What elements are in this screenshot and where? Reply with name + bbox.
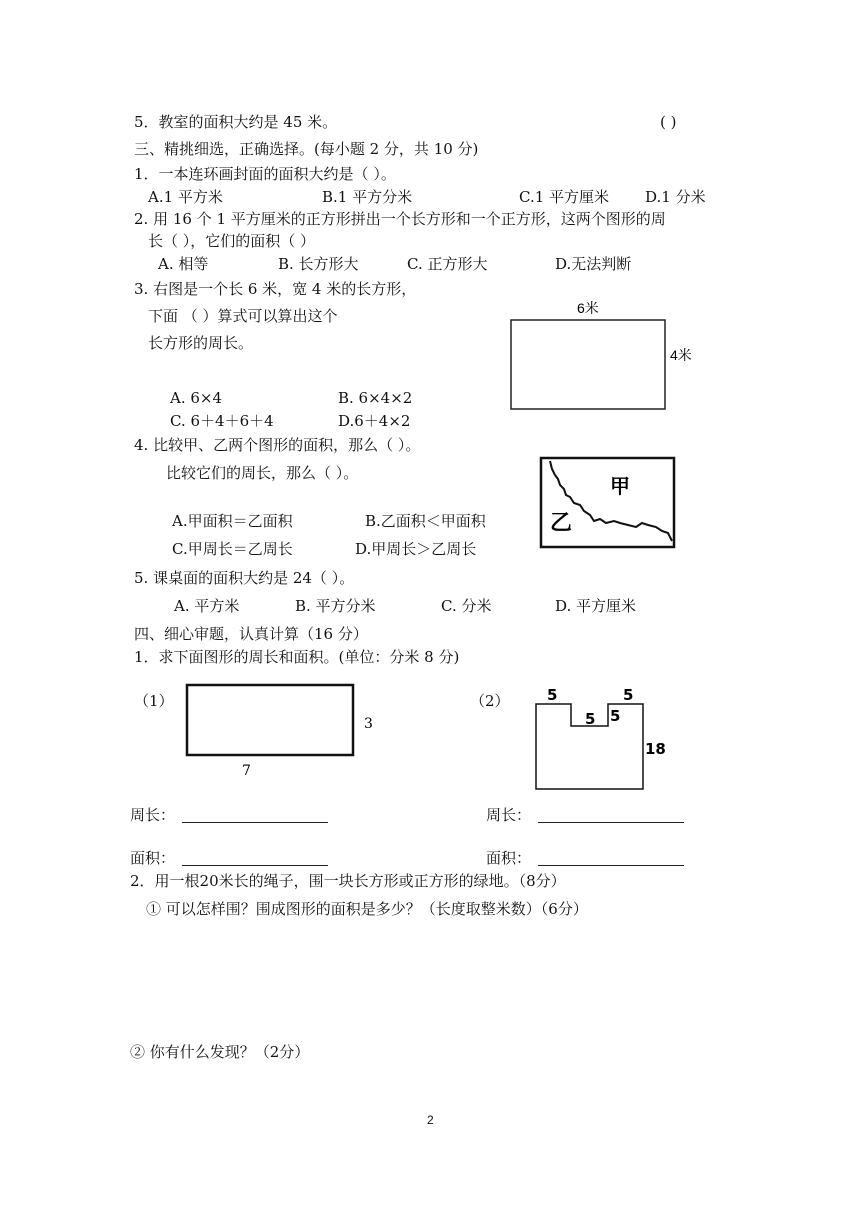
figure-2-area-label: 面积：	[486, 849, 532, 867]
q3-5-option-d: D. 平方厘米	[555, 597, 637, 615]
q3-2-option-c: C. 正方形大	[407, 255, 488, 273]
q3-4-stem-line2: 比较它们的周长，那么（ ）。	[166, 464, 359, 482]
q3-5-stem: 5. 课桌面的面积大约是 24（ ）。	[134, 569, 355, 587]
figure-1-height-label: 3	[364, 716, 373, 732]
figure-2-label-top-right: 5	[623, 686, 634, 704]
q3-3-option-d: D.6＋4×2	[338, 412, 411, 430]
figure-2-perimeter-label: 周长：	[486, 806, 532, 824]
q3-3-stem-line3: 长方形的周长。	[148, 334, 254, 352]
q4-2-stem: 2．用一根20米长的绳子，围一块长方形或正方形的绿地。（8分）	[130, 872, 566, 890]
figure-width-label: 4米	[670, 347, 692, 363]
figure-2-notched-shape	[525, 683, 675, 793]
q3-1-option-d: D.1 分米	[645, 188, 706, 206]
q3-3-option-c: C. 6＋4＋6＋4	[170, 412, 274, 430]
q3-3-stem-line2: 下面 （ ）算式可以算出这个	[148, 307, 338, 325]
page-number: 2	[427, 1113, 434, 1127]
q3-4-option-c: C.甲周长＝乙周长	[172, 540, 293, 558]
figure-2-label-notch-depth: 5	[610, 707, 621, 725]
figure-1-perimeter-blank[interactable]	[182, 822, 328, 823]
q3-2-option-d: D.无法判断	[555, 255, 632, 273]
q3-5-option-b: B. 平方分米	[295, 597, 376, 615]
figure-2-label-top-left: 5	[547, 686, 558, 704]
q3-2-stem-line2: 长（ ），它们的面积（ ）	[148, 232, 316, 250]
judge-item-5: 5．教室的面积大约是 45 米。	[134, 113, 338, 131]
q3-2-option-a: A. 相等	[158, 255, 209, 273]
q4-1-stem: 1．求下面图形的周长和面积。(单位：分米 8 分)	[134, 648, 460, 666]
figure-2-tag: （2）	[470, 692, 510, 710]
section-3-title: 三、精挑细选，正确选择。(每小题 2 分，共 10 分)	[134, 140, 479, 158]
q3-4-option-d: D.甲周长＞乙周长	[355, 540, 477, 558]
q3-1-option-c: C.1 平方厘米	[519, 188, 610, 206]
q3-2-stem-line1: 2. 用 16 个 1 平方厘米的正方形拼出一个长方形和一个正方形，这两个图形的周	[134, 210, 666, 228]
figure-1-perimeter-label: 周长：	[130, 806, 176, 824]
section-4-title: 四、细心审题，认真计算（16 分）	[134, 625, 368, 643]
q3-4-option-b: B.乙面积＜甲面积	[365, 512, 486, 530]
figure-label-jia: 甲	[610, 474, 630, 498]
q3-1-stem: 1．一本连环画封面的面积大约是（ ）。	[134, 165, 396, 183]
figure-1-rectangle	[180, 678, 380, 783]
figure-1-area-blank[interactable]	[182, 865, 328, 866]
q4-2-sub2: ② 你有什么发现？（2分）	[130, 1043, 310, 1061]
q3-3-stem-line1: 3. 右图是一个长 6 米，宽 4 米的长方形，	[134, 280, 417, 298]
figure-2-label-height: 18	[645, 740, 666, 758]
figure-label-yi: 乙	[550, 511, 573, 536]
figure-1-width-label: 7	[242, 763, 251, 779]
figure-1-tag: （1）	[134, 692, 174, 710]
q3-5-option-c: C. 分米	[441, 597, 492, 615]
answer-paren: ( )	[660, 113, 677, 131]
q3-5-option-a: A. 平方米	[174, 597, 240, 615]
q3-3-option-b: B. 6×4×2	[338, 389, 413, 407]
figure-2-perimeter-blank[interactable]	[538, 822, 684, 823]
q3-3-option-a: A. 6×4	[170, 389, 223, 407]
q3-4-option-a: A.甲面积＝乙面积	[172, 512, 293, 530]
figure-2-label-notch-width: 5	[585, 710, 596, 728]
q3-2-option-b: B. 长方形大	[278, 255, 359, 273]
q3-4-stem-line1: 4. 比较甲、乙两个图形的面积，那么（ ）。	[134, 436, 421, 454]
figure-length-label: 6米	[577, 300, 599, 316]
q3-4-jia-yi-figure	[538, 455, 678, 551]
q3-1-option-b: B.1 平方分米	[322, 188, 413, 206]
figure-1-area-label: 面积：	[130, 849, 176, 867]
figure-2-area-blank[interactable]	[538, 865, 684, 866]
q4-2-sub1: ① 可以怎样围？围成图形的面积是多少？（长度取整米数）（6分）	[146, 900, 588, 918]
q3-1-option-a: A.1 平方米	[148, 188, 223, 206]
q3-3-rectangle-figure	[505, 295, 705, 420]
